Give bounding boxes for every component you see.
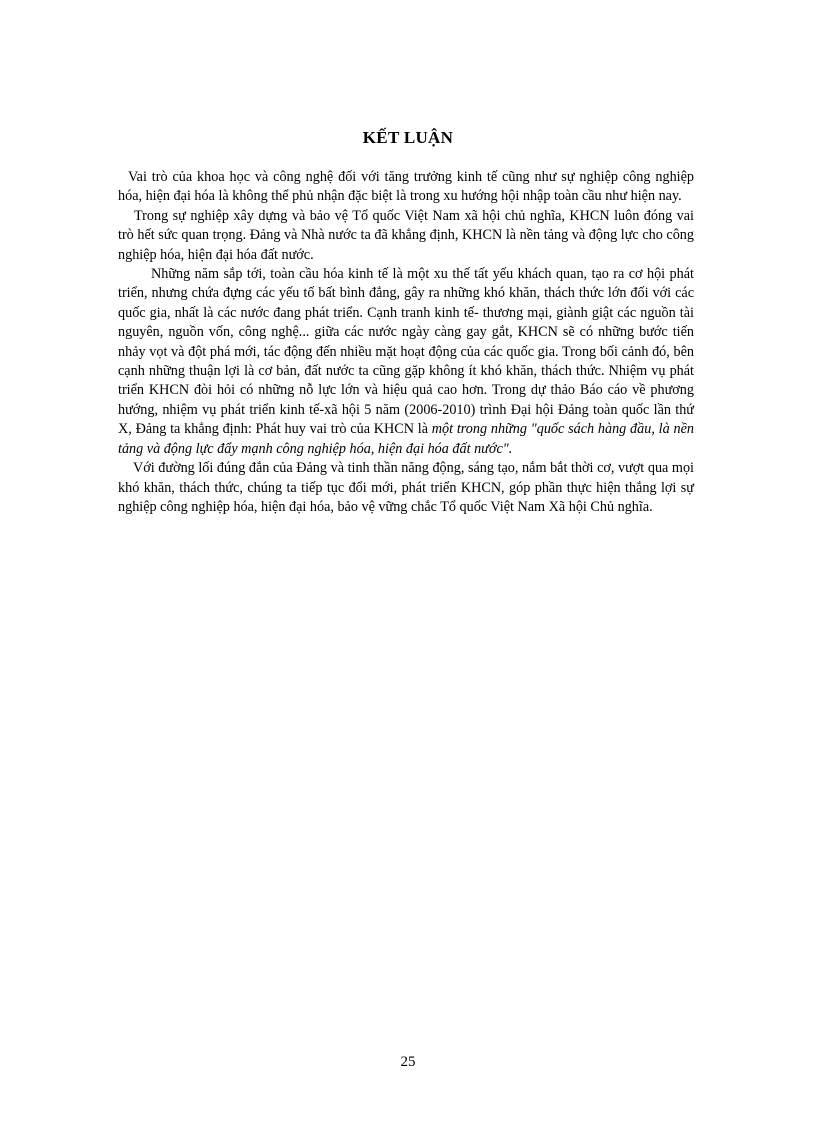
page-number: 25 [400, 1054, 416, 1070]
page-title: KẾT LUẬN [362, 128, 454, 147]
paragraph-3-text: Những năm sắp tới, toàn cầu hóa kinh tế là một xu thế tất yếu khách quan, tạo ra cơ hội phát triển, nhưng chứa đựng các yếu tố bất bình đẳng, gây ra những khó khăn, thách thức lớn đối với các quốc gia, nhất là các nước đang phát triển. Cạnh tranh kinh tế- thương mại, giành giật các nguồn tài nguyên, nguồn vốn, công nghệ... giữa các nước ngày càng gay gắt, KHCN sẽ có những bước tiến nhảy vọt và đột phá mới, tác động đến nhiều mặt hoạt động của các quốc gia. Trong bối cảnh đó, bên cạnh những thuận lợi là cơ bản, đất nước ta cũng gặp không ít khó khăn, thách thức. Nhiệm vụ phát triển KHCN đòi hỏi có những nỗ lực lớn và hiệu quả cao hơn. Trong dự thảo Báo cáo về phương hướng, nhiệm vụ phát triển kinh tế-xã hội 5 năm (2006-2010) trình Đại hội Đảng toàn quốc lần thứ X, Đảng ta khẳng định: Phát huy vai trò của KHCN là [118, 266, 694, 438]
paragraph-3 [118, 265, 694, 459]
paragraph-4: Với đường lối đúng đắn của Đảng và tinh thần năng động, sáng tạo, nắm bắt thời cơ, vượt qua mọi khó khăn, thách thức, chúng ta tiếp tục đổi mới, phát triển KHCN, góp phần thực hiện thắng lợi sự nghiệp công nghiệp hóa, hiện đại hóa, bảo vệ vững chắc Tổ quốc Việt Nam Xã hội Chủ nghĩa. [118, 460, 694, 515]
body-text [118, 168, 694, 517]
paragraph-1: Vai trò của khoa học và công nghệ đối với tăng trưởng kinh tế cũng như sự nghiệp công nghiệp hóa, hiện đại hóa là không thể phủ nhận đặc biệt là trong xu hướng hội nhập toàn cầu như hiện nay. [118, 169, 694, 205]
paragraph-2: Trong sự nghiệp xây dựng và bảo vệ Tổ quốc Việt Nam xã hội chủ nghĩa, KHCN luôn đóng vai trò hết sức quan trọng. Đảng và Nhà nước ta đã khẳng định, KHCN là nền tảng và động lực cho công nghiệp hóa, hiện đại hóa đất nước. [118, 207, 694, 263]
paragraph-3-emphasis: một trong những "quốc sách hàng đầu, là nền tảng và động lực đẩy mạnh công nghiệp hóa, hiện đại hóa đất nước". [118, 421, 694, 457]
